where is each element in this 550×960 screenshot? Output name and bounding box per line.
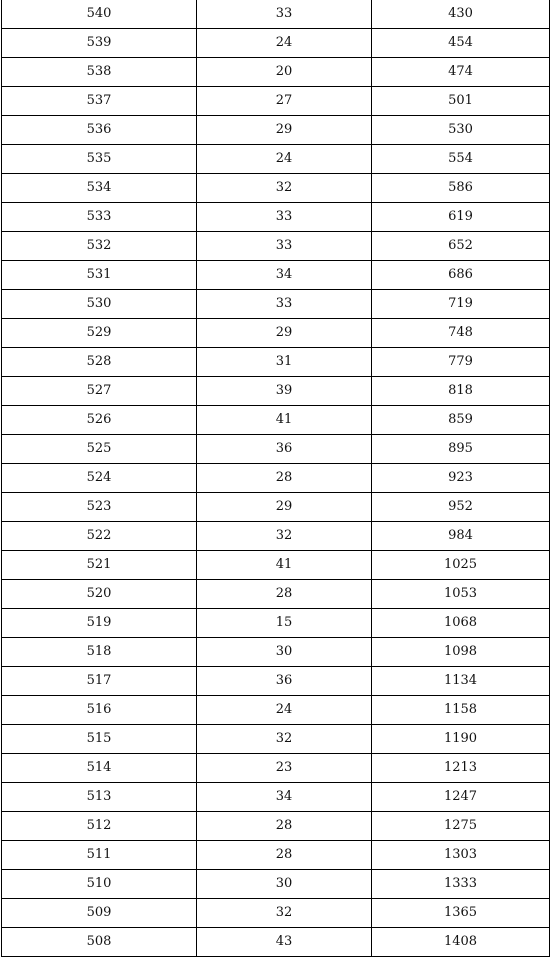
score-cell: 521 bbox=[2, 551, 197, 580]
score-distribution-table bbox=[1, 0, 550, 957]
cumulative-cell: 952 bbox=[372, 493, 550, 522]
table-row bbox=[2, 725, 550, 754]
cumulative-cell: 719 bbox=[372, 290, 550, 319]
score-cell: 523 bbox=[2, 493, 197, 522]
score-cell: 534 bbox=[2, 174, 197, 203]
count-cell: 28 bbox=[197, 580, 372, 609]
count-cell: 32 bbox=[197, 174, 372, 203]
table-row bbox=[2, 145, 550, 174]
score-cell: 508 bbox=[2, 928, 197, 957]
count-cell: 33 bbox=[197, 232, 372, 261]
cumulative-cell: 895 bbox=[372, 435, 550, 464]
cumulative-cell: 1247 bbox=[372, 783, 550, 812]
table-row bbox=[2, 0, 550, 29]
score-cell: 540 bbox=[2, 0, 197, 29]
table-row bbox=[2, 174, 550, 203]
score-cell: 539 bbox=[2, 29, 197, 58]
table-row bbox=[2, 348, 550, 377]
cumulative-cell: 652 bbox=[372, 232, 550, 261]
count-cell: 29 bbox=[197, 493, 372, 522]
cumulative-cell: 1053 bbox=[372, 580, 550, 609]
count-cell: 28 bbox=[197, 812, 372, 841]
table-row bbox=[2, 696, 550, 725]
table-row bbox=[2, 464, 550, 493]
table-row bbox=[2, 551, 550, 580]
score-cell: 533 bbox=[2, 203, 197, 232]
count-cell: 24 bbox=[197, 696, 372, 725]
table-row bbox=[2, 580, 550, 609]
cumulative-cell: 859 bbox=[372, 406, 550, 435]
score-cell: 515 bbox=[2, 725, 197, 754]
score-cell: 520 bbox=[2, 580, 197, 609]
count-cell: 24 bbox=[197, 29, 372, 58]
table-row bbox=[2, 435, 550, 464]
table-row bbox=[2, 377, 550, 406]
count-cell: 20 bbox=[197, 58, 372, 87]
cumulative-cell: 779 bbox=[372, 348, 550, 377]
count-cell: 33 bbox=[197, 203, 372, 232]
count-cell: 29 bbox=[197, 319, 372, 348]
score-cell: 529 bbox=[2, 319, 197, 348]
table-row bbox=[2, 319, 550, 348]
score-cell: 511 bbox=[2, 841, 197, 870]
table-row bbox=[2, 29, 550, 58]
score-cell: 517 bbox=[2, 667, 197, 696]
score-cell: 518 bbox=[2, 638, 197, 667]
score-cell: 522 bbox=[2, 522, 197, 551]
cumulative-cell: 501 bbox=[372, 87, 550, 116]
cumulative-cell: 1303 bbox=[372, 841, 550, 870]
cumulative-cell: 619 bbox=[372, 203, 550, 232]
cumulative-cell: 586 bbox=[372, 174, 550, 203]
cumulative-cell: 1134 bbox=[372, 667, 550, 696]
score-cell: 531 bbox=[2, 261, 197, 290]
table-row bbox=[2, 667, 550, 696]
cumulative-cell: 530 bbox=[372, 116, 550, 145]
table-row bbox=[2, 609, 550, 638]
cumulative-cell: 984 bbox=[372, 522, 550, 551]
cumulative-cell: 1275 bbox=[372, 812, 550, 841]
score-cell: 510 bbox=[2, 870, 197, 899]
cumulative-cell: 1098 bbox=[372, 638, 550, 667]
count-cell: 41 bbox=[197, 551, 372, 580]
cumulative-cell: 430 bbox=[372, 0, 550, 29]
count-cell: 31 bbox=[197, 348, 372, 377]
table-row bbox=[2, 493, 550, 522]
table-row bbox=[2, 870, 550, 899]
score-cell: 526 bbox=[2, 406, 197, 435]
table-row bbox=[2, 87, 550, 116]
score-cell: 525 bbox=[2, 435, 197, 464]
cumulative-cell: 1068 bbox=[372, 609, 550, 638]
score-cell: 535 bbox=[2, 145, 197, 174]
table-row bbox=[2, 783, 550, 812]
table-row bbox=[2, 406, 550, 435]
table-row bbox=[2, 841, 550, 870]
cumulative-cell: 923 bbox=[372, 464, 550, 493]
table-row bbox=[2, 116, 550, 145]
count-cell: 30 bbox=[197, 638, 372, 667]
cumulative-cell: 686 bbox=[372, 261, 550, 290]
score-cell: 519 bbox=[2, 609, 197, 638]
count-cell: 33 bbox=[197, 290, 372, 319]
count-cell: 32 bbox=[197, 899, 372, 928]
count-cell: 23 bbox=[197, 754, 372, 783]
cumulative-cell: 1333 bbox=[372, 870, 550, 899]
table-row bbox=[2, 812, 550, 841]
cumulative-cell: 1365 bbox=[372, 899, 550, 928]
count-cell: 32 bbox=[197, 522, 372, 551]
table-row bbox=[2, 638, 550, 667]
score-cell: 530 bbox=[2, 290, 197, 319]
score-cell: 513 bbox=[2, 783, 197, 812]
table-row bbox=[2, 290, 550, 319]
cumulative-cell: 474 bbox=[372, 58, 550, 87]
score-cell: 538 bbox=[2, 58, 197, 87]
score-cell: 532 bbox=[2, 232, 197, 261]
count-cell: 34 bbox=[197, 783, 372, 812]
count-cell: 43 bbox=[197, 928, 372, 957]
score-cell: 536 bbox=[2, 116, 197, 145]
count-cell: 28 bbox=[197, 841, 372, 870]
table-row bbox=[2, 232, 550, 261]
score-cell: 514 bbox=[2, 754, 197, 783]
score-cell: 537 bbox=[2, 87, 197, 116]
table-row bbox=[2, 522, 550, 551]
count-cell: 29 bbox=[197, 116, 372, 145]
table-row bbox=[2, 203, 550, 232]
count-cell: 28 bbox=[197, 464, 372, 493]
table-row bbox=[2, 261, 550, 290]
count-cell: 36 bbox=[197, 667, 372, 696]
score-cell: 524 bbox=[2, 464, 197, 493]
table-row bbox=[2, 899, 550, 928]
table-row bbox=[2, 58, 550, 87]
cumulative-cell: 748 bbox=[372, 319, 550, 348]
cumulative-cell: 454 bbox=[372, 29, 550, 58]
table-body bbox=[2, 0, 550, 957]
cumulative-cell: 1408 bbox=[372, 928, 550, 957]
score-cell: 528 bbox=[2, 348, 197, 377]
count-cell: 39 bbox=[197, 377, 372, 406]
count-cell: 33 bbox=[197, 0, 372, 29]
cumulative-cell: 818 bbox=[372, 377, 550, 406]
count-cell: 27 bbox=[197, 87, 372, 116]
cumulative-cell: 1158 bbox=[372, 696, 550, 725]
cumulative-cell: 1190 bbox=[372, 725, 550, 754]
cumulative-cell: 554 bbox=[372, 145, 550, 174]
count-cell: 24 bbox=[197, 145, 372, 174]
score-cell: 527 bbox=[2, 377, 197, 406]
count-cell: 30 bbox=[197, 870, 372, 899]
table-row bbox=[2, 928, 550, 957]
count-cell: 36 bbox=[197, 435, 372, 464]
count-cell: 34 bbox=[197, 261, 372, 290]
cumulative-cell: 1213 bbox=[372, 754, 550, 783]
count-cell: 32 bbox=[197, 725, 372, 754]
count-cell: 15 bbox=[197, 609, 372, 638]
count-cell: 41 bbox=[197, 406, 372, 435]
score-cell: 509 bbox=[2, 899, 197, 928]
score-cell: 512 bbox=[2, 812, 197, 841]
cumulative-cell: 1025 bbox=[372, 551, 550, 580]
table-row bbox=[2, 754, 550, 783]
score-cell: 516 bbox=[2, 696, 197, 725]
